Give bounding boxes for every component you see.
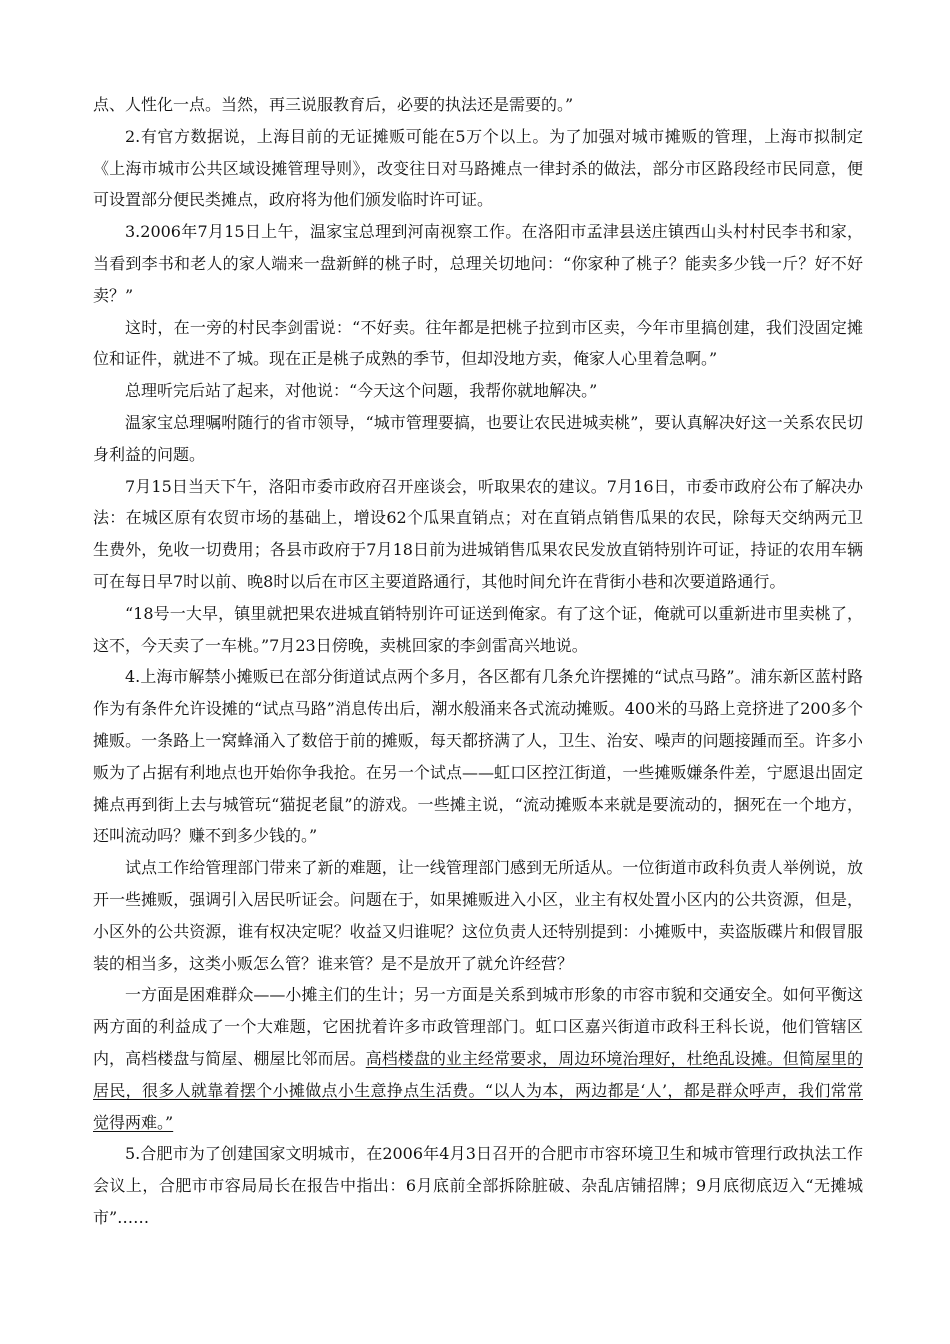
document-body xyxy=(93,89,863,1234)
paragraph-1 xyxy=(93,89,863,121)
paragraph-10-text: 试点工作给管理部门带来了新的难题，让一线管理部门感到无所适从。一位街道市政科负责人举例说，放开一些摊贩，强调引入居民听证会。问题在于，如果摊贩进入小区，业主有权处置小区内的公共资源，但是，小区外的公共资源，谁有权决定呢？收益又归谁呢？这位负责人还特别提到：小摊贩中，卖盗版碟片和假冒服装的相当多，这类小贩怎么管？谁来管？是不是放开了就允许经营？ xyxy=(93,858,863,973)
paragraph-8 xyxy=(93,598,863,662)
paragraph-10 xyxy=(93,852,863,979)
paragraph-2-text: 2.有官方数据说，上海目前的无证摊贩可能在5万个以上。为了加强对城市摊贩的管理，上海市拟制定《上海市城市公共区域设摊管理导则》，改变往日对马路摊点一律封杀的做法，部分市区路段经市民同意，便可设置部分便民类摊点，政府将为他们颁发临时许可证。 xyxy=(93,126,863,210)
paragraph-11-text: 一方面是困难群众——小摊主们的生计；另一方面是关系到城市形象的市容市貌和交通安全。如何平衡这两方面的利益成了一个大难题，它困扰着许多市政管理部门。虹口区嘉兴街道市政科王科长说，他们管辖区内，高档楼盘与简屋、棚屋比邻而居。 xyxy=(93,985,863,1068)
paragraph-3-text: 3.2006年7月15日上午，温家宝总理到河南视察工作。在洛阳市孟津县送庄镇西山头村村民李书和家，当看到李书和老人的家人端来一盘新鲜的桃子时，总理关切地问：“你家种了桃子？能卖多少钱一斤？好不好卖？” xyxy=(93,222,863,305)
paragraph-7-text: 7月15日当天下午，洛阳市委市政府召开座谈会，听取果农的建议。7月16日，市委市政府公布了解决办法：在城区原有农贸市场的基础上，增设62个瓜果直销点；对在直销点销售瓜果的农民，除每天交纳两元卫生费外，免收一切费用；各县市政府于7月18日前为进城销售瓜果农民发放直销特别许可证，持证的农用车辆可在每日早7时以前、晚8时以后在市区主要道路通行，其他时间允许在背街小巷和次要道路通行。 xyxy=(93,476,863,591)
paragraph-1-text: 点、人性化一点。当然，再三说服教育后，必要的执法还是需要的。” xyxy=(93,95,574,114)
paragraph-4-text: 这时，在一旁的村民李剑雷说：“不好卖。往年都是把桃子拉到市区卖，今年市里搞创建，我们没固定摊位和证件，就进不了城。现在正是桃子成熟的季节，但却没地方卖，俺家人心里着急啊。” xyxy=(93,317,863,369)
paragraph-7 xyxy=(93,471,863,598)
paragraph-5 xyxy=(93,375,863,407)
paragraph-12 xyxy=(93,1138,863,1233)
paragraph-8-text: “18号一大早，镇里就把果农进城直销特别许可证送到俺家。有了这个证，俺就可以重新进市里卖桃了，这不，今天卖了一车桃。”7月23日傍晚，卖桃回家的李剑雷高兴地说。 xyxy=(93,603,863,655)
paragraph-9 xyxy=(93,661,863,852)
paragraph-5-text: 总理听完后站了起来，对他说：“今天这个问题，我帮你就地解决。” xyxy=(125,381,598,401)
paragraph-4 xyxy=(93,312,863,376)
paragraph-3 xyxy=(93,216,863,311)
paragraph-6-text: 温家宝总理嘱咐随行的省市领导，“城市管理要搞，也要让农民进城卖桃”，要认真解决好这一关系农民切身利益的问题。 xyxy=(93,412,863,464)
paragraph-11 xyxy=(93,979,863,1138)
paragraph-2 xyxy=(93,121,863,216)
paragraph-9-text: 4.上海市解禁小摊贩已在部分街道试点两个多月，各区都有几条允许摆摊的“试点马路”。浦东新区蓝村路作为有条件允许设摊的“试点马路”消息传出后，潮水般涌来各式流动摊贩。400米的马路上竞挤进了200多个摊贩。一条路上一窝蜂涌入了数倍于前的摊贩，每天都挤满了人，卫生、治安、噪声的问题接踵而至。许多小贩为了占据有利地点也开始你争我抢。在另一个试点——虹口区控江街道，一些摊贩嫌条件差，宁愿退出固定摊点再到街上去与城管玩“猫捉老鼠”的游戏。一些摊主说，“流动摊贩本来就是要流动的，捆死在一个地方，还叫流动吗？赚不到多少钱的。” xyxy=(93,667,863,846)
paragraph-6 xyxy=(93,407,863,471)
paragraph-11-underlined-text: 高档楼盘的业主经常要求，周边环境治理好，杜绝乱设摊。但简屋里的居民，很多人就靠着摆个小摊做点小生意挣点生活费。“以人为本，两边都是‘人’，都是群众呼声，我们常常觉得两难。” xyxy=(93,1048,863,1132)
paragraph-12-text: 5.合肥市为了创建国家文明城市，在2006年4月3日召开的合肥市市容环境卫生和城市管理行政执法工作会议上，合肥市市容局局长在报告中指出：6月底前全部拆除脏破、杂乱店铺招牌；9月底彻底迈入“无摊城市”…… xyxy=(93,1144,863,1227)
